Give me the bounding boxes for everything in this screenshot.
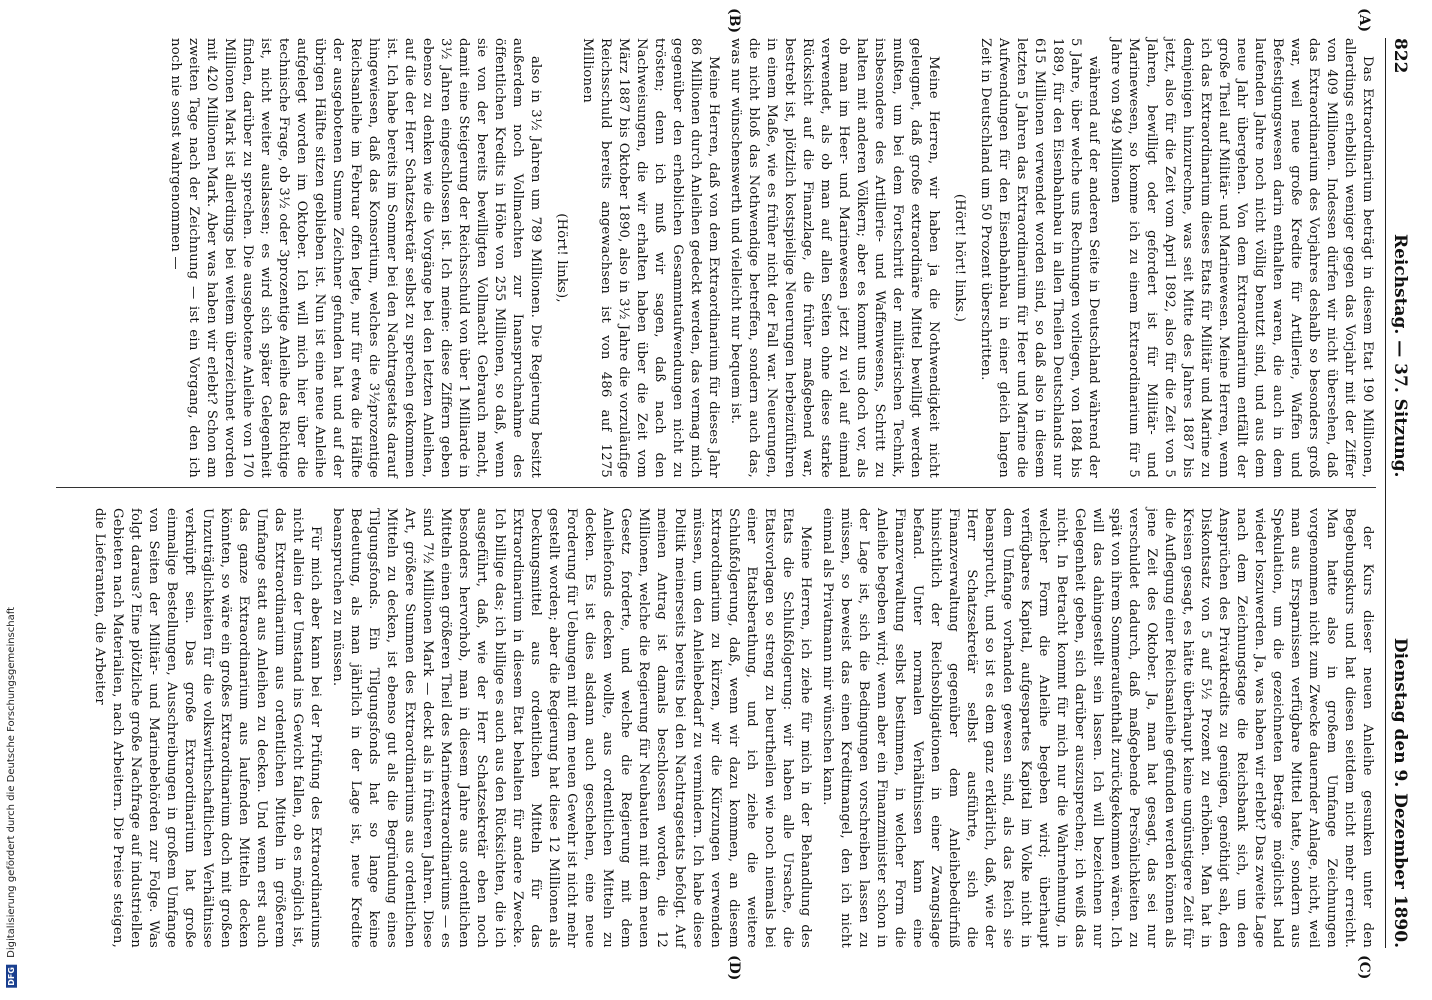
margin-marker-d: (D)	[726, 955, 742, 981]
left-column	[162, 38, 1376, 478]
paragraph: also in 3½ Jahren um 789 Millionen. Die Regierung besitzt außerdem noch Vollmachten zur Inanspruchnahme des öffentlichen Kredits in Höhe von 255 Millionen, so daß, wenn sie von der bereits bewilligten Vollmacht Gebrauch macht, damit eine Steigerung der Reichsschuld von über 1 Milliarde in 3½ Jahren eingeschlossen ist. Ich meine: diese Ziffern geben ebenso zu denken wie die Vorgänge bei den letzten Anleihen, auf die der Herr Schatzsekretär selbst zu sprechen gekommen ist. Ich habe bereits im Sommer bei den Nachtragsetats darauf hingewiesen, daß das Konsortium, welches die 3½prozentige Reichsanleihe im Februar offen legte, nur für etwa die Hälfte der ausgebotenen Summe Zeichner gefunden hat und auf der übrigen Hälfte sitzen geblieben ist. Nun ist eine neue Anleihe aufgelegt worden im Oktober. Ich will mich hier über die technische Frage, ob 3½ oder 3prozentige Anleihe das Richtige ist, nicht weiter auslassen; es wird sich später Gelegenheit finden, darüber zu sprechen. Die ausgebotene Anleihe von 170 Millionen Mark ist allerdings bei weitem überzeichnet worden mit 420 Millionen Mark. Aber was haben wir erlebt? Schon am zweiten Tage nach der Zeichnung — ist ein Vorgang, den ich noch nie sonst wahrgenommen —	[168, 38, 543, 478]
column-divider	[56, 487, 1376, 488]
dfg-logo-icon: DFG	[7, 967, 16, 986]
paragraph: der Kurs dieser neuen Anleihe gesunken unter den Begebungskurs und hat diesen seitdem nicht mehr erreicht. Man hatte also in großem Umfange Zeichnungen vorgenommen nicht zum Zwecke dauernder Anlage, nicht, weil man aus Ersparnissen verfügbare Mittel hatte, sondern aus Spekulation, um die gezeichneten Beträge möglichst bald wieder loszuwerden. Ja, was haben wir erlebt? Das zweite Lage nach dem Zeichnungstage die Reichsbank sich, um den Ansprüchen des Privatkredits zu genügen, genöthigt sah, den Diskontsatz von 5 auf 5½ Prozent zu erhöhen. Man hat in Kreisen gesagt, es hätte überhaupt keine ungünstigere Zeit für die Auflegung einer Reichsanleihe gefunden werden können als jene Zeit des Oktober. Ja, man hat gesagt, das sei nur verschuldet dadurch, daß maßgebende Persönlichkeiten zu spät von ihrem Sommeraufenthalt zurückgekommen wären. Ich will das dahingestellt sein lassen. Ich will bezeichnen nur Gelegenheit geben, sich darüber auszusprechen; ich weiß das nicht. In Betracht kommt für mich nur die Wahrnehmung, in welcher Form die Anleihe begeben wird; überhaupt verfügbares Kapital, aufgespartes Kapital im Volke nicht in dem Umfange vorhanden gewesen sind, als das Reich sie beansprucht, und so ist es dem ganz erklärlich, daß, wie der Herr Schatzsekretär selbst ausführte, sich die Finanzverwaltung gegenüber dem Anleihebedürfniß hinsichtlich der Reichsobligationen in einer Zwangslage befand. Unter normalen Verhältnissen kann eine Finanzverwaltung selbst bestimmen, in welcher Form die Anleihe begeben wird; wenn aber ein Finanzminister schon in der Lage ist, sich die Bedingungen vorschreiben lassen zu müssen, so beweist das einen Kreditmangel, den ich nicht einmal als Privatmann mir wünschen kann.	[820, 508, 1375, 948]
paragraph: Meine Herren, daß von dem Extraordinarium für dieses Jahr 86 Millionen durch Anleihen gedeckt werden, das vermag mich gegenüber den erheblichen Gesammtaufwendungen nicht zu trösten; denn ich muß wir sagen, daß nach den Nachweisungen, die wir erhalten haben über die Zeit vom März 1887 bis Oktober 1890, also in 3½ Jahre die vorzuläufige Reichsschuld bereits angewachsen ist von 486 auf 1275 Millionen	[580, 38, 721, 478]
interjection: (Hört! hört! links.)	[952, 193, 967, 323]
rotated-document	[32, 0, 1432, 1000]
page-title: Reichstag. — 37. Sitzung.	[1390, 233, 1410, 478]
margin-marker-c: (C)	[1356, 955, 1372, 980]
footer-credit	[6, 607, 17, 988]
page-date: Dienstag den 9. Dezember 1890.	[1390, 637, 1410, 948]
paragraph: Für mich aber kann bei der Prüfung des Extraordinariums nicht allein der Umstand ins Gewicht fallen, ob es möglich ist, das Extraordinarium aus ordentlichen Mitteln in größerem Umfange statt aus Anleihen zu decken. Und wenn erst auch das ganze Extraordinarium aus laufenden Mitteln decken könnten, so wäre ein großes Extraordinarium doch mit großen Unzuträglichkeiten für die volkswirthschaftlichen Verhältnisse verknüpft sein. Das große Extraordinarium hat große einmalige Bestellungen, Ausschreibungen in großem Umfange von Seiten der Militär- und Marinebehörden zur Folge. Was folgt daraus? Eine plötzliche große Nachfrage auf industriellen Gebieten nach Materialien, nach Arbeitern. Die Preise steigen, die Lieferanten, die Arbeiter	[92, 508, 323, 948]
margin-marker-a: (A)	[1356, 8, 1372, 33]
paragraph: Das Extraordinarium beträgt in diesem Etat 190 Millionen, allerdings erheblich weniger gegen das Vorjahr mit der Ziffer von 409 Millionen. Indessen dürfen wir nicht übersehen, daß das Extraordinarium des Vorjahres deshalb so besonders groß war, weil neue große Kredite für Artillerie, Waffen und Befestigungswesen darin enthalten waren, die auch in dem laufenden Jahre noch nicht völlig benutzt sind, und aus dem neue Jahr übergehen. Von dem Extraordinarium entfällt der große Theil auf Militär- und Marinewesen. Meine Herren, wenn ich das Extraordinarium dieses Etats für Militär und Marine zu demjenigen hinzurechne, was seit Mitte des Jahres 1887 bis jetzt, also für die Zeit vom April 1892, also für die Zeit von 5 Jahren, bewilligt oder gefordert ist für Militär- und Marinewesen, so komme ich zu einem Extraordinarium für 5 Jahre von 949 Millionen	[1108, 38, 1375, 478]
paragraph: während auf der anderen Seite in Deutschland während der 5 Jahre, über welche uns Rechnungen vorliegen, von 1884 bis 1889, für den Eisenbahnbau in allen Theilen Deutschlands nur 615 Millionen verwendet worden sind, so daß also in diesem letzten 5 Jahren das Extraordinarium für Heer und Marine die Aufwendungen für den Eisenbahnbau in einer gleich langen Zeit in Deutschland um 50 Prozent überschritten.	[978, 38, 1101, 478]
paragraph: Meine Herren, ich ziehe für mich in der Behandlung des Etats die Schlußfolgerung: wir haben alle Ursache, die Etatsvorlagen so streng zu beurtheilen wie noch niemals bei einer Etatsberathung, und ich ziehe die weitere Schlußfolgerung, daß, wenn wir dazu kommen, an diesem Extraordinarium zu kürzen, wir die Kürzungen verwenden müssen, um den Anleihebedarf zu vermindern. Ich habe diese Politik meinerseits bereits bei den Nachtragsetats befolgt. Auf meinen Antrag ist damals beschlossen worden, die 12 Millionen, welche die Regierung für Neubauten mit dem neuen Gesetz forderte, und welche die Regierung mit dem Anleihefonds decken wollte, aus ordentlichen Mitteln zu decken. Es ist dies alsdann auch geschehen, eine neue Forderung für Uebungen mit dem neuen Gewehr ist nicht mehr gestellt worden; aber die Regierung hat diese 12 Millionen als Deckungsmittel aus ordentlichen Mitteln für das Extraordinarium in diesem Etat behalten für andere Zwecke. Ich billige das; ich billige es auch aus den Rücksichten, die ich ausgeführt, daß, wie der Herr Schatzsekretär eben noch besonders hervorhob, man in diesem Jahre aus ordentlichen Mitteln einen größeren Theil des Marineextraordinariums — es sind 7½ Millionen Mark — deckt als in früheren Jahren. Diese Art, größere Summen des Extraordinariums aus ordentlichen Mitteln zu decken, ist ebenso gut als die Begründung eines Tilgungsfonds. Ein Tilgungsfonds hat so lange keine Bedeutung, als man jährlich in der Lage ist, neue Kredite beanspruchen zu müssen.	[330, 508, 813, 948]
page-number: 822	[1390, 38, 1410, 74]
right-column	[86, 508, 1376, 948]
page-header	[1385, 38, 1414, 948]
interjection: (Hört! links),	[554, 213, 569, 303]
footer-credit-text: Digitalisierung gefördert durch die Deutsche Forschungsgemeinschaft	[6, 607, 17, 959]
margin-marker-b: (B)	[726, 8, 742, 34]
paragraph: Meine Herren, wir haben ja die Nothwendigkeit nicht geleugnet, daß große extraordinäre Mittel bewilligt werden mußten, um bei dem Fortschritt der militärischen Technik, insbesondere des Artillerie- und Waffenwesens, Schritt zu halten mit anderen Völkern; aber es kommt uns doch vor, als ob man im Heer- und Marinewesen jetzt zu viel auf einmal verwendet, als ob man auf allen Seiten ohne diese starke Rücksicht auf die Finanzlage, die früher maßgebend war, bestrebt ist, plötzlich kostspielige Neuerungen herbeizuführen in einem Maße, wie es früher nicht der Fall war. Neuerungen, die nicht bloß das Nothwendige betreffen, sondern auch das, was nur wünschenswerth und vielleicht nur bequem ist.	[728, 38, 941, 478]
digitization-footer	[0, 0, 30, 1000]
